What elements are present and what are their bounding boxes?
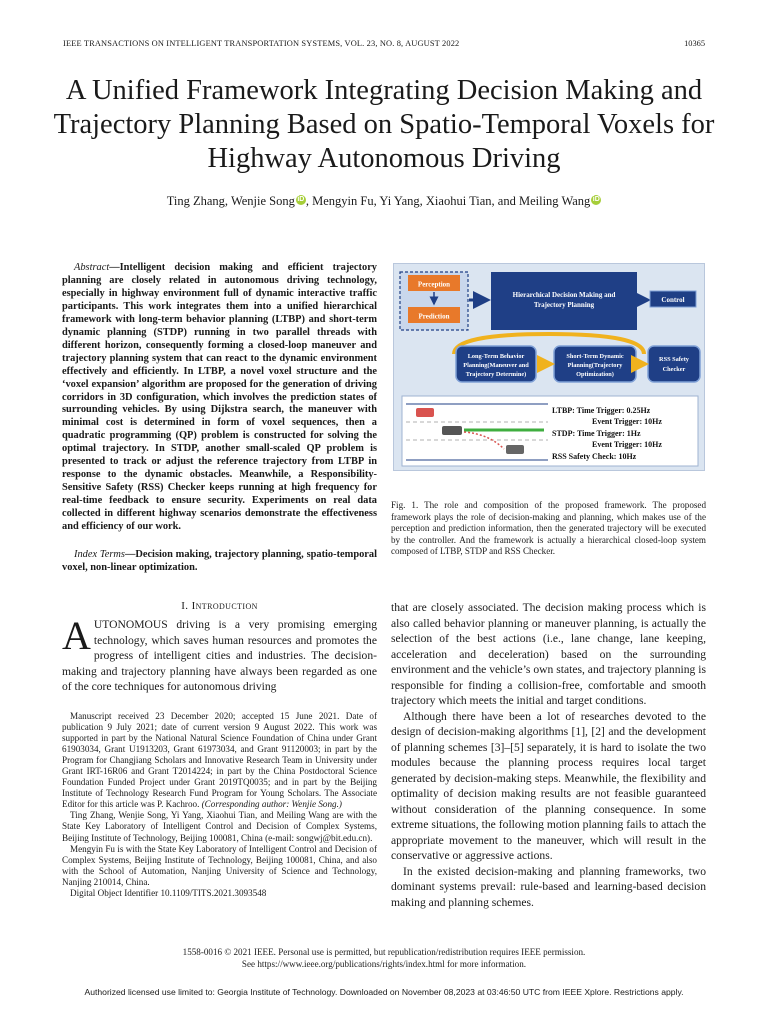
footnote-affiliation-2: Mengyin Fu is with the State Key Laboratory of Intelligent Control and Decision of Complex Systems, Beijing Institute of Technology, Beijing 100081, China, and also with the School of Automation, Nanjing University of Science and Technology, Nanjing 210014, China. xyxy=(62,843,377,887)
vehicle-red xyxy=(416,408,434,417)
footnote-manuscript-text: Manuscript received 23 December 2020; accepted 15 June 2021. Date of publication 9 July 2021; date of current version 9 August 2022. This work was supported in part by the National Natural Science Foundation of China under Grant 61903034, Grant U1913203, Grant 61973034, and Grant 91120003; in part by the Program for Changjiang Scholars and Innovative Research Team in University under Grant IRT-16R06 and Grant T2014224; in part by the China Postdoctoral Science Foundation Funded Project under Grant 2019TQ0035; and in part by the Beijing Institute of Technology Research Fund Program for Young Scholars. The Associate Editor for this article was P. Kachroo. xyxy=(62,711,377,810)
author-list xyxy=(40,194,728,209)
index-terms-dash: — xyxy=(124,549,136,560)
page-number: 10365 xyxy=(684,39,705,48)
section-heading xyxy=(62,600,377,612)
trigger-line-5: RSS Safety Check: 10Hz xyxy=(552,452,637,461)
section-title: Introduction xyxy=(191,600,258,612)
prediction-label: Prediction xyxy=(418,312,450,321)
drop-cap: A xyxy=(62,613,91,658)
copyright-line-2: See https://www.ieee.org/publications/rights/index.html for more information. xyxy=(241,958,527,969)
copyright-notice xyxy=(40,947,728,970)
control-label: Control xyxy=(661,296,685,304)
figure-1 xyxy=(393,263,705,471)
svg-text:RSS Safety: RSS Safety xyxy=(659,356,689,363)
hierarchical-label-1: Hierarchical Decision Making and xyxy=(512,291,616,299)
svg-text:Planning(Maneuver and: Planning(Maneuver and xyxy=(463,362,529,369)
figure-caption: Fig. 1. The role and composition of the proposed framework. The proposed framework plays the role of decision-making and planning, which makes use of the perception and prediction information, then the generated trajectory will be executed by the controller. And the framework is actually a hierarchical closed-loop system composed of LTBP, STDP and RSS Checker. xyxy=(391,500,706,556)
trigger-line-1: LTBP: Time Trigger: 0.25Hz xyxy=(552,406,651,415)
section-numeral: I. xyxy=(181,600,192,612)
svg-text:Trajectory Determine): Trajectory Determine) xyxy=(465,371,527,378)
index-terms xyxy=(62,549,377,575)
svg-text:Planning(Trajectory: Planning(Trajectory xyxy=(567,362,623,369)
paragraph: that are closely associated. The decision making process which is also called behavior planning or maneuver planning, is actually the selection of the best actions (i.e., lane change, lane keeping, acceleration and deceleration) based on the surrounding environment and the vehicle’s own states, and trajectory planning is responsible for finding a collision-free, comfortable and smooth trajectory which meets the initial and target conditions. xyxy=(391,601,706,707)
abstract-dash: — xyxy=(109,262,120,273)
orcid-icon[interactable]: iD xyxy=(297,196,305,203)
svg-text:Optimization): Optimization) xyxy=(576,371,614,378)
abstract-label: Abstract xyxy=(74,262,110,273)
authors-part-2: , Mengyin Fu, Yi Yang, Xiaohui Tian, and Meiling Wang xyxy=(305,194,591,208)
abstract xyxy=(62,262,377,534)
intro-text: driving is a very promising emerging technology, which saves human resources and promotes the progress of intelligent cities and industries. The decision-making and trajectory planning have always been regarded as one of the core techniques for autonomous driving xyxy=(62,618,377,693)
hierarchical-label-2: Trajectory Planning xyxy=(533,301,595,309)
index-terms-label: Index Terms xyxy=(74,549,125,560)
journal-header: IEEE TRANSACTIONS ON INTELLIGENT TRANSPORTATION SYSTEMS, VOL. 23, NO. 8, AUGUST 2022 xyxy=(63,39,460,48)
footnote-doi: Digital Object Identifier 10.1109/TITS.2021.3093548 xyxy=(70,887,267,898)
paragraph: Although there have been a lot of researches devoted to the design of decision-making algorithms [1], [2] and the development of planning schemes [3]–[5] separately, it is hard to isolate the two modules because the planning process requires local target generated by decision-making steps. Meanwhile, the flexibility and optimality of decision making results are not feasible guaranteed without consideration of the planning consequence. In some extreme situations, the following motion planning fails to attach the appropriate movement to the maneuver, which will result in the conservative or aggressive actions. xyxy=(391,709,706,862)
orcid-icon[interactable]: iD xyxy=(592,196,600,203)
footnotes xyxy=(62,711,377,899)
authors-part-1: Ting Zhang, Wenjie Song xyxy=(166,194,295,208)
svg-text:Checker: Checker xyxy=(662,366,686,373)
paper-title: A Unified Framework Integrating Decision Making and Trajectory Planning Based on Spatio-Temporal Voxels for Highway Autonomous Driving xyxy=(53,75,715,174)
footnote-manuscript xyxy=(62,711,377,810)
right-column-text xyxy=(391,600,706,910)
footnote-affiliation-1: Ting Zhang, Wenjie Song, Yi Yang, Xiaohui Tian, and Meiling Wang are with the State Key Laboratory of Intelligent Control and Decision of Complex Systems, Beijing Institute of Technology, Beijing 100081, China (e-mail: songwj@bit.edu.cn). xyxy=(62,810,377,843)
svg-text:Long-Term Behavior: Long-Term Behavior xyxy=(467,353,525,360)
intro-paragraph xyxy=(62,613,377,695)
index-terms-text: Decision making, trajectory planning, spatio-temporal voxel, non-linear optimization. xyxy=(62,549,377,573)
trigger-line-3: STDP: Time Trigger: 1Hz xyxy=(552,429,641,438)
trigger-line-4: Event Trigger: 10Hz xyxy=(592,440,662,449)
intro-first-word: UTONOMOUS xyxy=(93,618,168,631)
abstract-text: Intelligent decision making and efficient trajectory planning are closely related in autonomous driving technology, especially in highway environment full of dynamic interactive traffic participants. This work integrates them into a unified hierarchical framework with long-term behavior planning (LTBP) and short-term dynamic planning (STDP) running in two parallel threads with different horizon, consequently forming a closed-loop maneuver and trajectory planning system that can react to the dynamic environment effectively and efficiently. In LTBP, a novel voxel structure and the ‘voxel expansion’ algorithm are proposed for the generation of driving corridors in 3D configuration, which involves the prediction states of surrounding vehicles. By using Dijkstra search, the maneuver with minimal cost is determined in form of voxel sequences, then a quadratic programming (QP) problem is constructed for solving the optimal trajectory. In STDP, another small-scaled QP problem is presented to track or adjust the reference trajectory from LTBP in response to the dynamic obstacles. Meanwhile, a Responsibility-Sensitive Safety (RSS) Checker keeps running at high frequency for real-time feedback to ensure security. Experiments on real data collected in different highway scenarios demonstrate the effectiveness and efficiency of our work. xyxy=(62,262,377,533)
perception-label: Perception xyxy=(417,280,451,289)
rss-box xyxy=(648,346,700,382)
paragraph: In the existed decision-making and planning frameworks, two dominant systems prevail: rule-based and learning-based decision making and planning schemes. xyxy=(391,864,706,909)
trigger-line-2: Event Trigger: 10Hz xyxy=(592,417,662,426)
vehicle-gray xyxy=(506,445,524,454)
copyright-line-1: 1558-0016 © 2021 IEEE. Personal use is permitted, but republication/redistribution requires IEEE permission. xyxy=(182,947,586,957)
vehicle-ego xyxy=(442,426,462,435)
license-notice: Authorized licensed use limited to: Georgia Institute of Technology. Downloaded on November 08,2023 at 03:46:50 UTC from IEEE Xplore. Restrictions apply. xyxy=(84,987,684,997)
framework-diagram xyxy=(394,264,706,472)
footnote-corresponding: (Corresponding author: Wenjie Song.) xyxy=(201,799,342,810)
svg-text:Short-Term Dynamic: Short-Term Dynamic xyxy=(566,353,624,360)
